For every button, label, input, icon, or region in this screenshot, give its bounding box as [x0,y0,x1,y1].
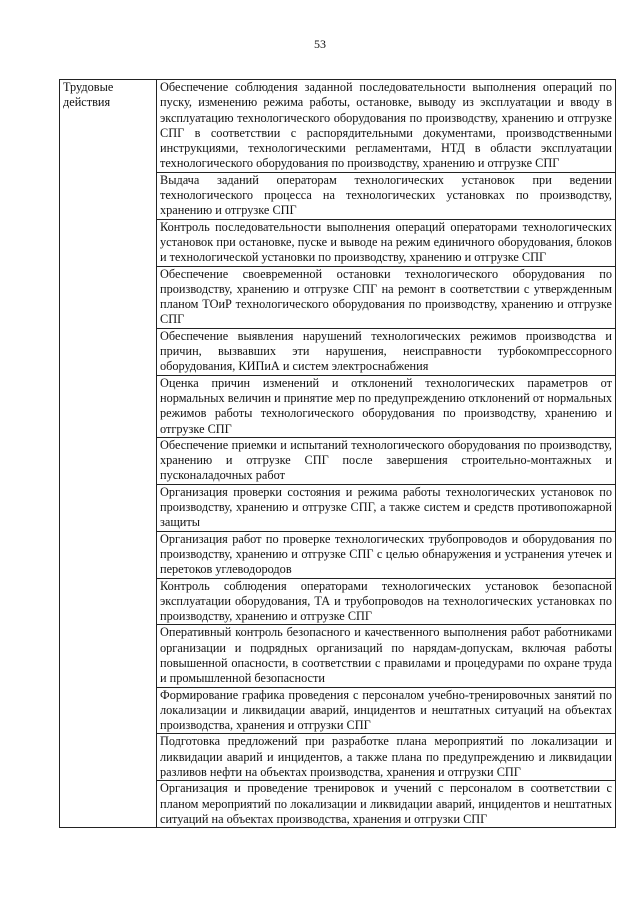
action-cell: Подготовка предложений при разработке плана мероприятий по локализации и ликвидации аварий и инцидентов, а также плана по предупреждению и ликвидации разливов нефти на объектах производства, хранения и отгрузки СПГ [157,734,616,781]
action-cell: Контроль соблюдения операторами технологических установок безопасной эксплуатации оборудования, ТА и трубопроводов на технологических установках по производству, хранению и отгрузке СПГ [157,578,616,625]
action-cell: Организация проверки состояния и режима работы технологических установок по производству, хранению и отгрузке СПГ, а также систем и средств противопожарной защиты [157,484,616,531]
action-cell: Обеспечение своевременной остановки технологического оборудования по производству, хранению и отгрузке СПГ на ремонт в соответствии с утвержденным планом ТОиР технологического оборудования по производству, хранению и отгрузке СПГ [157,266,616,328]
action-cell: Выдача заданий операторам технологических установок при ведении технологического процесса на технологических установках по производству, хранению и отгрузке СПГ [157,172,616,219]
action-cell: Контроль последовательности выполнения операций операторами технологических установок при остановке, пуске и выводе на режим единичного оборудования, блоков и технологической установки по производству, хранению и отгрузке СПГ [157,219,616,266]
action-cell: Обеспечение выявления нарушений технологических режимов производства и причин, вызвавших эти нарушения, неисправности турбокомпрессорного оборудования, КИПиА и систем электроснабжения [157,328,616,375]
action-cell: Обеспечение соблюдения заданной последовательности выполнения операций по пуску, изменению режима работы, остановке, выводу из эксплуатации и вводу в эксплуатацию технологического оборудования по производству, хранению и отгрузке СПГ в соответствии с распорядительными документами, производственными инструкциями, технологическими регламентами, НТД в области эксплуатации технологического оборудования по производству, хранению и отгрузке СПГ [157,80,616,173]
action-cell: Организация и проведение тренировок и учений с персоналом в соответствии с планом мероприятий по локализации и ликвидации аварий, инцидентов и нештатных ситуаций на объектах производства, хранения и отгрузки СПГ [157,781,616,828]
action-cell: Формирование графика проведения с персоналом учебно-тренировочных занятий по локализации и ликвидации аварий, инцидентов и нештатных ситуаций на объектах производства, хранения и отгрузки СПГ [157,687,616,734]
action-cell: Оперативный контроль безопасного и качественного выполнения работ работниками организации и подрядных организаций по нарядам-допускам, включая работы повышенной опасности, в соответствии с правилами и процедурами по охране труда и промышленной безопасности [157,625,616,687]
table-row [60,80,616,173]
page-number: 53 [314,37,326,51]
action-cell: Обеспечение приемки и испытаний технологического оборудования по производству, хранению и отгрузке СПГ после завершения строительно-монтажных и пусконаладочных работ [157,437,616,484]
action-cell: Оценка причин изменений и отклонений технологических параметров от нормальных величин и принятие мер по предупреждению отклонений от нормальных режимов работы технологического оборудования по производству, хранению и отгрузке СПГ [157,375,616,437]
labor-actions-table [59,79,616,828]
action-cell: Организация работ по проверке технологических трубопроводов и оборудования по производству, хранению и отгрузке СПГ с целью обнаружения и устранения утечек и перетоков углеводородов [157,531,616,578]
row-label: Трудовые действия [60,80,157,828]
